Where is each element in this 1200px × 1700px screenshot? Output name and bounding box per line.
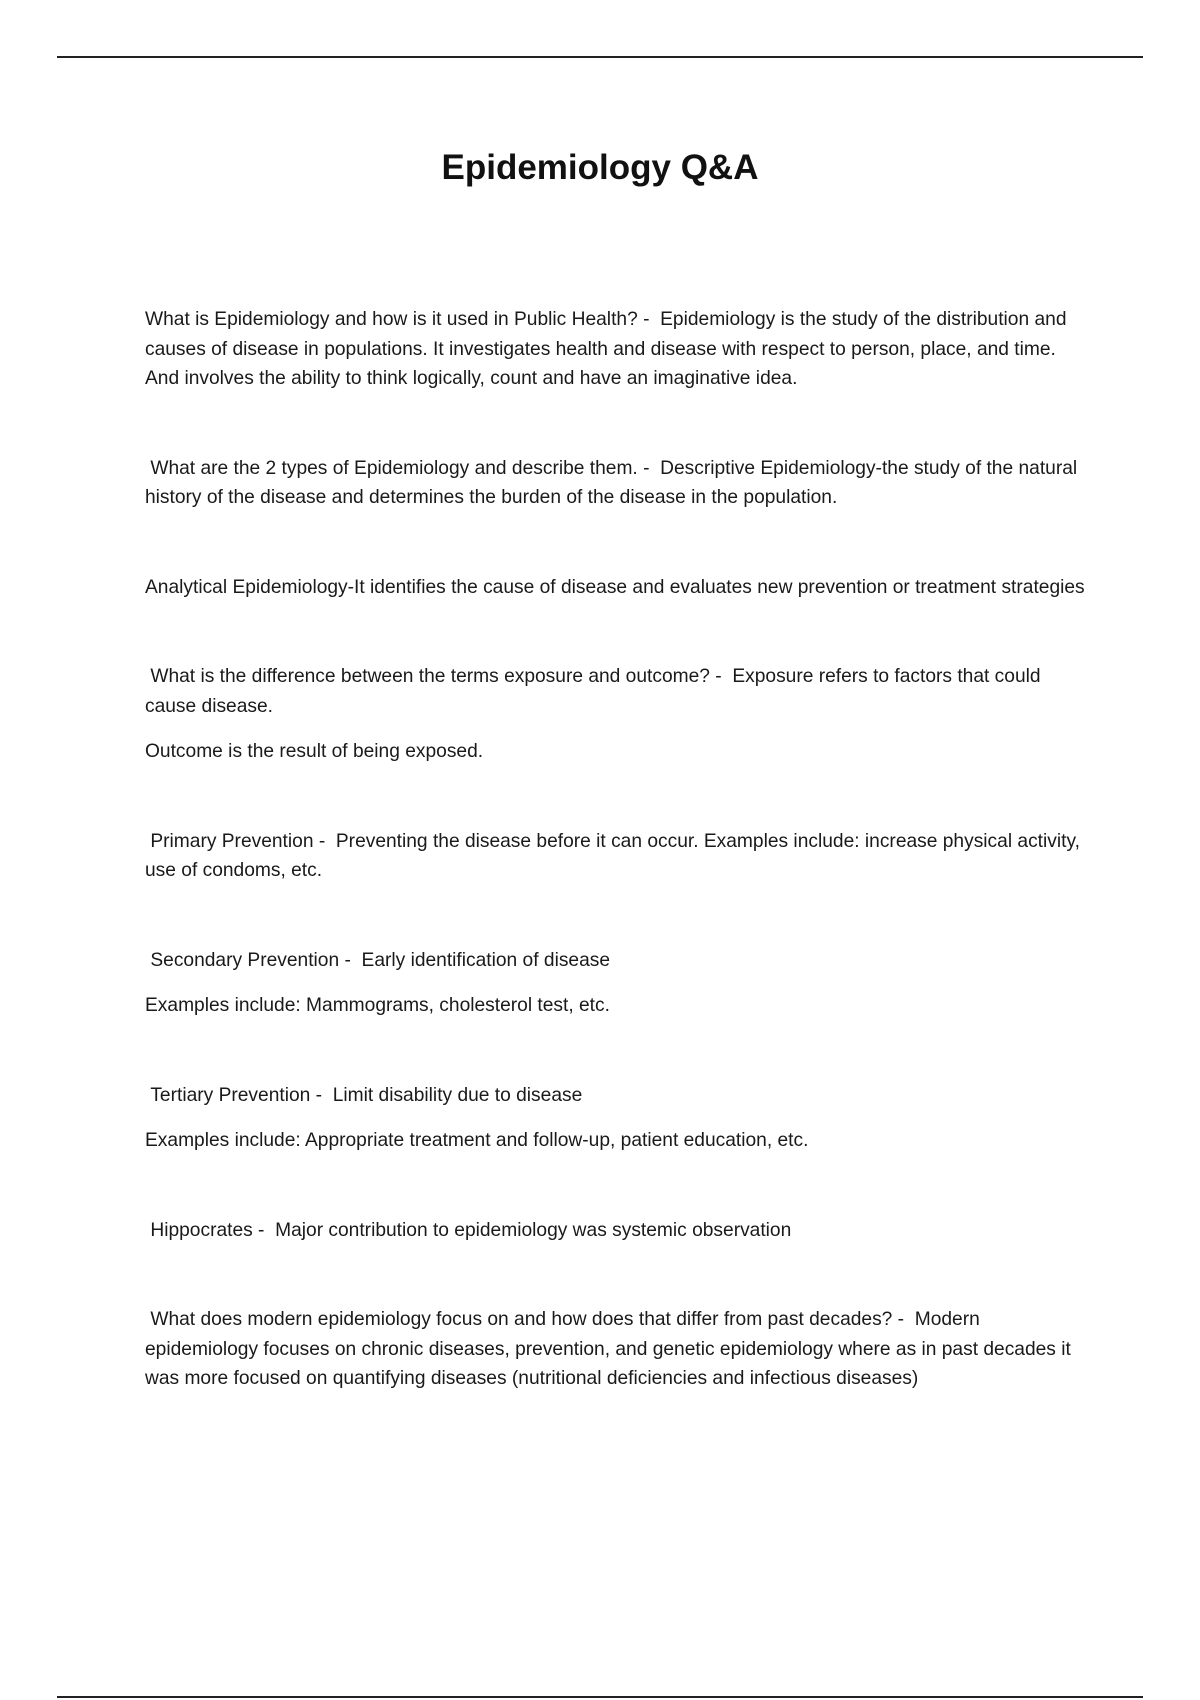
bottom-rule: [57, 1696, 1143, 1698]
page-title: Epidemiology Q&A: [441, 148, 759, 187]
qa-paragraph-modern-epidemiology: What does modern epidemiology focus on and how does that differ from past decades? - Modern epidemiology focuses on chronic diseases, prevention, and genetic epidemiology where as in past decades it was more focused on quantifying diseases (nutritional deficiencies and infectious diseases): [145, 1309, 1077, 1389]
qa-paragraph-types: What are the 2 types of Epidemiology and describe them. - Descriptive Epidemiology-the study of the natural history of the disease and determines the burden of the disease in the population.: [145, 457, 1083, 508]
top-rule: [57, 56, 1143, 58]
qa-paragraph-tertiary-examples: Examples include: Appropriate treatment and follow-up, patient education, etc.: [145, 1130, 809, 1151]
qa-paragraph-secondary-examples: Examples include: Mammograms, cholesterol test, etc.: [145, 995, 610, 1016]
qa-paragraph-exposure-outcome: What is the difference between the terms exposure and outcome? - Exposure refers to factors that could cause disease.: [145, 666, 1046, 717]
qa-content: [145, 305, 1090, 1394]
qa-paragraph-secondary-prevention: Secondary Prevention - Early identification of disease: [145, 949, 611, 971]
qa-paragraph-analytical: Analytical Epidemiology-It identifies the cause of disease and evaluates new prevention or treatment strategies: [145, 576, 1085, 598]
qa-paragraph-primary-prevention: Primary Prevention - Preventing the disease before it can occur. Examples include: increase physical activity, use of condoms, etc.: [145, 830, 1086, 881]
qa-paragraph-hippocrates: Hippocrates - Major contribution to epidemiology was systemic observation: [145, 1219, 792, 1241]
qa-paragraph-outcome: Outcome is the result of being exposed.: [145, 741, 484, 762]
qa-paragraph-tertiary-prevention: Tertiary Prevention - Limit disability due to disease: [145, 1084, 583, 1106]
qa-paragraph-epidemiology-definition: What is Epidemiology and how is it used in Public Health? - Epidemiology is the study of the distribution and causes of disease in populations. It investigates health and disease with respect to person, place, and time. And involves the ability to think logically, count and have an imaginative idea.: [145, 309, 1072, 389]
